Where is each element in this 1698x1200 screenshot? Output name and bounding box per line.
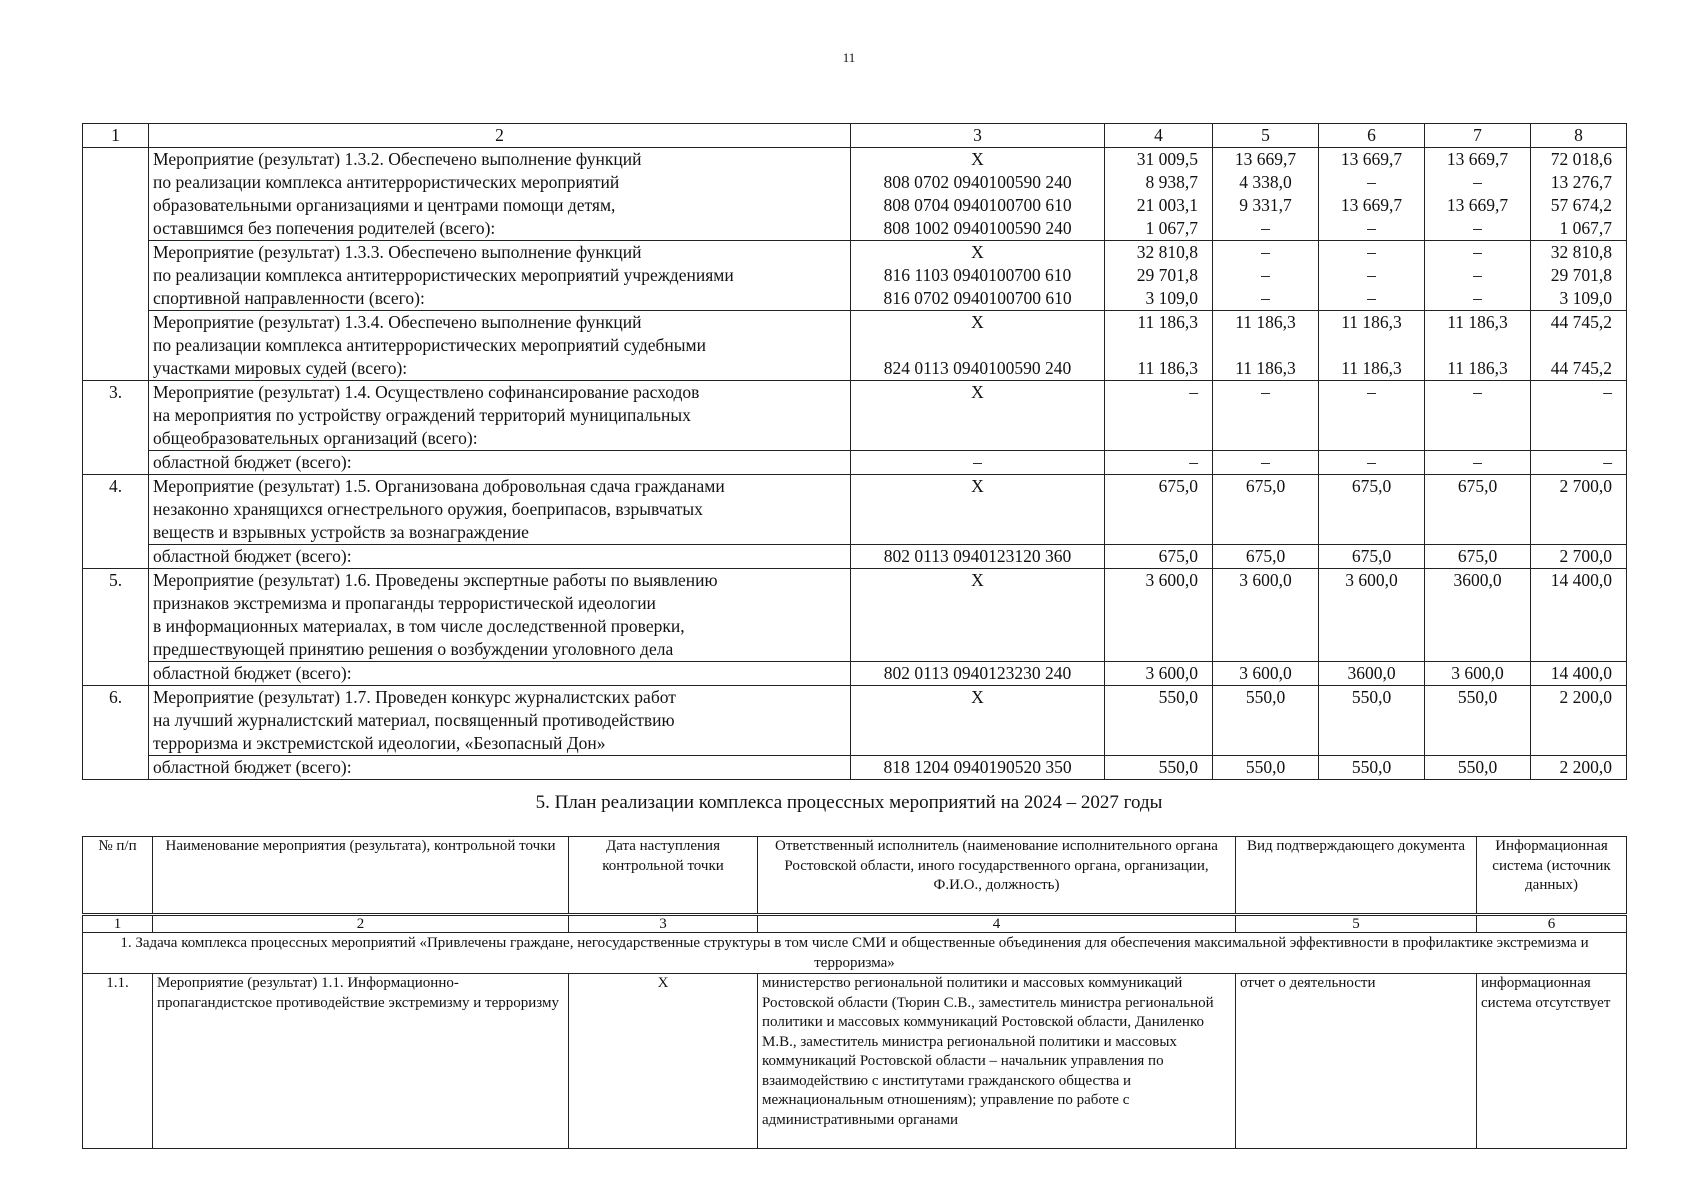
- budget-cell-description: Мероприятие (результат) 1.3.3. Обеспечено выполнение функций: [149, 241, 851, 265]
- budget-cell-y2026: –: [1319, 217, 1425, 241]
- budget-header-cell: 4: [1105, 124, 1213, 148]
- budget-cell-code: 824 0113 0940100590 240: [851, 357, 1105, 381]
- plan-row-date: Х: [569, 974, 758, 1149]
- budget-cell-total: 3 109,0: [1531, 287, 1627, 311]
- budget-cell-code: Х: [851, 475, 1105, 499]
- budget-cell-description: областной бюджет (всего):: [149, 662, 851, 686]
- budget-cell-description: признаков экстремизма и пропаганды террористической идеологии: [149, 592, 851, 615]
- budget-cell-total: 44 745,2: [1531, 311, 1627, 335]
- budget-row: [83, 171, 1627, 194]
- budget-cell-y2025: [1213, 404, 1319, 427]
- plan-row-number: 1.1.: [83, 974, 153, 1149]
- budget-cell-code: Х: [851, 381, 1105, 405]
- budget-cell-y2026: –: [1319, 171, 1425, 194]
- budget-cell-code: Х: [851, 148, 1105, 172]
- plan-number-cell: 1: [83, 915, 153, 933]
- budget-cell-description: предшествующей принятию решения о возбуждении уголовного дела: [149, 638, 851, 662]
- budget-cell-description: Мероприятие (результат) 1.5. Организована добровольная сдача гражданами: [149, 475, 851, 499]
- budget-cell-y2024: 3 600,0: [1105, 569, 1213, 593]
- plan-number-cell: 3: [569, 915, 758, 933]
- budget-cell-y2024: [1105, 732, 1213, 756]
- budget-cell-description: областной бюджет (всего):: [149, 756, 851, 780]
- budget-cell-y2024: [1105, 521, 1213, 545]
- budget-cell-description: незаконно хранящихся огнестрельного оружия, боеприпасов, взрывчатых: [149, 498, 851, 521]
- budget-cell-total: 57 674,2: [1531, 194, 1627, 217]
- budget-cell-num: 3.: [83, 381, 149, 475]
- budget-cell-y2027: –: [1425, 287, 1531, 311]
- budget-cell-y2025: [1213, 638, 1319, 662]
- budget-cell-y2024: 550,0: [1105, 756, 1213, 780]
- budget-row: [83, 311, 1627, 335]
- budget-cell-description: на лучший журналистский материал, посвященный противодействию: [149, 709, 851, 732]
- budget-header-cell: 1: [83, 124, 149, 148]
- budget-row: [83, 615, 1627, 638]
- budget-cell-code: 818 1204 0940190520 350: [851, 756, 1105, 780]
- budget-cell-total: [1531, 592, 1627, 615]
- budget-cell-y2027: [1425, 638, 1531, 662]
- budget-cell-y2026: –: [1319, 241, 1425, 265]
- budget-row: [83, 569, 1627, 593]
- budget-cell-y2027: –: [1425, 217, 1531, 241]
- budget-cell-description: в информационных материалах, в том числе доследственной проверки,: [149, 615, 851, 638]
- budget-cell-total: 14 400,0: [1531, 569, 1627, 593]
- budget-cell-code: [851, 521, 1105, 545]
- budget-cell-total: 14 400,0: [1531, 662, 1627, 686]
- plan-task-cell: 1. Задача комплекса процессных мероприятий «Привлечены граждане, негосударственные структуры в том числе СМИ и общественные объединения для обеспечения максимальной эффективности в профилактике экстремизма и терроризма»: [83, 933, 1627, 974]
- budget-row: [83, 427, 1627, 451]
- budget-cell-description: областной бюджет (всего):: [149, 451, 851, 475]
- budget-cell-y2024: [1105, 592, 1213, 615]
- budget-cell-y2026: 675,0: [1319, 475, 1425, 499]
- budget-cell-total: 72 018,6: [1531, 148, 1627, 172]
- plan-row-system: информационная система отсутствует: [1477, 974, 1627, 1149]
- budget-cell-total: [1531, 732, 1627, 756]
- budget-cell-y2024: [1105, 709, 1213, 732]
- budget-cell-code: [851, 427, 1105, 451]
- budget-cell-y2026: 3 600,0: [1319, 569, 1425, 593]
- budget-header-cell: 2: [149, 124, 851, 148]
- budget-row: [83, 404, 1627, 427]
- budget-cell-y2026: [1319, 638, 1425, 662]
- budget-cell-y2026: [1319, 334, 1425, 357]
- plan-header-cell: Наименование мероприятия (результата), контрольной точки: [153, 837, 569, 915]
- budget-cell-y2026: 3600,0: [1319, 662, 1425, 686]
- budget-cell-y2024: 21 003,1: [1105, 194, 1213, 217]
- budget-cell-y2027: –: [1425, 451, 1531, 475]
- budget-header-cell: 7: [1425, 124, 1531, 148]
- plan-header-cell: № п/п: [83, 837, 153, 915]
- budget-cell-description: оставшимся без попечения родителей (всего):: [149, 217, 851, 241]
- budget-cell-code: [851, 732, 1105, 756]
- budget-cell-y2025: 550,0: [1213, 686, 1319, 710]
- budget-row: [83, 498, 1627, 521]
- budget-cell-y2027: [1425, 615, 1531, 638]
- budget-cell-y2025: –: [1213, 287, 1319, 311]
- budget-cell-y2026: 675,0: [1319, 545, 1425, 569]
- plan-header-cell: Дата наступления контрольной точки: [569, 837, 758, 915]
- budget-row: [83, 334, 1627, 357]
- budget-cell-total: 2 200,0: [1531, 686, 1627, 710]
- plan-data-row: [83, 974, 1627, 1149]
- budget-cell-y2024: 675,0: [1105, 545, 1213, 569]
- budget-row: [83, 451, 1627, 475]
- budget-cell-description: участками мировых судей (всего):: [149, 357, 851, 381]
- budget-cell-total: 2 200,0: [1531, 756, 1627, 780]
- budget-cell-y2025: 13 669,7: [1213, 148, 1319, 172]
- budget-cell-y2027: 11 186,3: [1425, 311, 1531, 335]
- budget-cell-description: веществ и взрывных устройств за вознаграждение: [149, 521, 851, 545]
- budget-cell-code: [851, 592, 1105, 615]
- budget-cell-total: 13 276,7: [1531, 171, 1627, 194]
- budget-cell-y2024: [1105, 498, 1213, 521]
- budget-cell-y2026: [1319, 427, 1425, 451]
- budget-row: [83, 287, 1627, 311]
- plan-number-row: [83, 915, 1627, 933]
- budget-cell-y2025: 11 186,3: [1213, 311, 1319, 335]
- budget-cell-description: образовательными организациями и центрами помощи детям,: [149, 194, 851, 217]
- budget-header-row: [83, 124, 1627, 148]
- budget-cell-code: [851, 404, 1105, 427]
- budget-cell-y2027: [1425, 521, 1531, 545]
- budget-cell-description: на мероприятия по устройству ограждений территорий муниципальных: [149, 404, 851, 427]
- budget-cell-y2024: 550,0: [1105, 686, 1213, 710]
- budget-cell-y2024: 8 938,7: [1105, 171, 1213, 194]
- budget-cell-y2027: [1425, 732, 1531, 756]
- budget-cell-y2025: 3 600,0: [1213, 569, 1319, 593]
- budget-cell-total: 2 700,0: [1531, 545, 1627, 569]
- budget-cell-description: Мероприятие (результат) 1.3.2. Обеспечено выполнение функций: [149, 148, 851, 172]
- plan-number-cell: 5: [1236, 915, 1477, 933]
- budget-cell-y2025: 11 186,3: [1213, 357, 1319, 381]
- budget-cell-y2024: –: [1105, 451, 1213, 475]
- budget-cell-y2024: 675,0: [1105, 475, 1213, 499]
- budget-cell-y2024: [1105, 427, 1213, 451]
- budget-cell-y2027: 13 669,7: [1425, 148, 1531, 172]
- budget-cell-y2026: [1319, 709, 1425, 732]
- budget-cell-y2026: –: [1319, 264, 1425, 287]
- budget-cell-y2026: [1319, 592, 1425, 615]
- budget-row: [83, 264, 1627, 287]
- budget-cell-description: Мероприятие (результат) 1.6. Проведены экспертные работы по выявлению: [149, 569, 851, 593]
- budget-cell-description: по реализации комплекса антитеррористических мероприятий судебными: [149, 334, 851, 357]
- budget-cell-y2027: [1425, 404, 1531, 427]
- budget-cell-y2027: [1425, 334, 1531, 357]
- budget-cell-y2025: [1213, 334, 1319, 357]
- budget-cell-num: 4.: [83, 475, 149, 569]
- budget-cell-y2025: –: [1213, 381, 1319, 405]
- budget-cell-y2025: –: [1213, 451, 1319, 475]
- budget-row: [83, 592, 1627, 615]
- plan-header-cell: Вид подтверждающего документа: [1236, 837, 1477, 915]
- budget-cell-y2025: 3 600,0: [1213, 662, 1319, 686]
- budget-cell-y2027: [1425, 709, 1531, 732]
- budget-row: [83, 357, 1627, 381]
- budget-cell-code: –: [851, 451, 1105, 475]
- plan-header-cell: Информационная система (источник данных): [1477, 837, 1627, 915]
- budget-cell-total: [1531, 427, 1627, 451]
- budget-cell-y2027: [1425, 498, 1531, 521]
- budget-cell-total: 2 700,0: [1531, 475, 1627, 499]
- budget-cell-code: [851, 709, 1105, 732]
- budget-cell-description: по реализации комплекса антитеррористических мероприятий учреждениями: [149, 264, 851, 287]
- budget-cell-y2026: 13 669,7: [1319, 148, 1425, 172]
- budget-cell-y2027: 3 600,0: [1425, 662, 1531, 686]
- budget-cell-total: –: [1531, 451, 1627, 475]
- budget-cell-y2026: –: [1319, 287, 1425, 311]
- budget-cell-code: [851, 334, 1105, 357]
- budget-row: [83, 475, 1627, 499]
- plan-number-cell: 6: [1477, 915, 1627, 933]
- budget-cell-y2027: 550,0: [1425, 686, 1531, 710]
- plan-row-name: Мероприятие (результат) 1.1. Информационно-пропагандистское противодействие экстремизму и терроризму: [153, 974, 569, 1149]
- budget-row: [83, 732, 1627, 756]
- budget-cell-y2024: 11 186,3: [1105, 311, 1213, 335]
- plan-number-cell: 2: [153, 915, 569, 933]
- budget-row: [83, 709, 1627, 732]
- budget-cell-code: [851, 638, 1105, 662]
- budget-cell-total: 44 745,2: [1531, 357, 1627, 381]
- budget-cell-y2026: [1319, 521, 1425, 545]
- budget-row: [83, 148, 1627, 172]
- plan-row-executor: министерство региональной политики и массовых коммуникаций Ростовской области (Тюрин С.В., заместитель министра региональной политики и массовых коммуникаций Ростовской области, Даниленко М.В., заместитель министра региональной политики и массовых коммуникаций Ростовской области – начальник управления по взаимодействию с институтами гражданского общества и межнациональным отношениям); управление по работе с административными органами: [758, 974, 1236, 1149]
- budget-cell-num: 5.: [83, 569, 149, 686]
- budget-cell-y2026: 550,0: [1319, 686, 1425, 710]
- budget-cell-code: Х: [851, 686, 1105, 710]
- budget-cell-y2027: 550,0: [1425, 756, 1531, 780]
- budget-cell-total: [1531, 615, 1627, 638]
- budget-cell-description: Мероприятие (результат) 1.3.4. Обеспечено выполнение функций: [149, 311, 851, 335]
- budget-cell-y2026: –: [1319, 451, 1425, 475]
- budget-cell-y2026: [1319, 732, 1425, 756]
- budget-cell-description: общеобразовательных организаций (всего):: [149, 427, 851, 451]
- budget-row: [83, 662, 1627, 686]
- budget-cell-total: –: [1531, 381, 1627, 405]
- budget-cell-total: [1531, 404, 1627, 427]
- budget-cell-y2025: 9 331,7: [1213, 194, 1319, 217]
- budget-cell-y2027: 675,0: [1425, 545, 1531, 569]
- budget-cell-y2024: –: [1105, 381, 1213, 405]
- budget-cell-y2024: 11 186,3: [1105, 357, 1213, 381]
- budget-cell-description: Мероприятие (результат) 1.4. Осуществлено софинансирование расходов: [149, 381, 851, 405]
- budget-cell-y2027: 13 669,7: [1425, 194, 1531, 217]
- budget-cell-y2025: –: [1213, 241, 1319, 265]
- budget-cell-num: [83, 148, 149, 381]
- budget-cell-y2026: 550,0: [1319, 756, 1425, 780]
- budget-row: [83, 545, 1627, 569]
- budget-row: [83, 638, 1627, 662]
- page-number: 11: [842, 50, 856, 65]
- budget-cell-y2024: 3 109,0: [1105, 287, 1213, 311]
- budget-cell-description: по реализации комплекса антитеррористических мероприятий: [149, 171, 851, 194]
- budget-cell-code: 816 1103 0940100700 610: [851, 264, 1105, 287]
- plan-table: [82, 836, 1627, 1149]
- budget-cell-y2025: –: [1213, 264, 1319, 287]
- budget-cell-y2026: –: [1319, 381, 1425, 405]
- budget-cell-y2025: [1213, 709, 1319, 732]
- plan-task-row: [83, 933, 1627, 974]
- budget-cell-total: 1 067,7: [1531, 217, 1627, 241]
- budget-cell-y2027: [1425, 592, 1531, 615]
- budget-cell-y2025: –: [1213, 217, 1319, 241]
- budget-cell-y2025: [1213, 615, 1319, 638]
- budget-cell-y2027: 11 186,3: [1425, 357, 1531, 381]
- budget-cell-y2027: 675,0: [1425, 475, 1531, 499]
- budget-cell-y2024: [1105, 615, 1213, 638]
- budget-cell-code: 802 0113 0940123230 240: [851, 662, 1105, 686]
- budget-cell-y2027: –: [1425, 264, 1531, 287]
- budget-header-cell: 5: [1213, 124, 1319, 148]
- budget-row: [83, 241, 1627, 265]
- budget-cell-y2024: 1 067,7: [1105, 217, 1213, 241]
- budget-cell-y2026: [1319, 615, 1425, 638]
- budget-row: [83, 756, 1627, 780]
- budget-cell-total: 32 810,8: [1531, 241, 1627, 265]
- budget-cell-code: 808 1002 0940100590 240: [851, 217, 1105, 241]
- budget-cell-y2024: [1105, 404, 1213, 427]
- budget-cell-y2024: 29 701,8: [1105, 264, 1213, 287]
- budget-cell-total: [1531, 334, 1627, 357]
- budget-cell-y2024: [1105, 638, 1213, 662]
- budget-cell-code: 808 0704 0940100700 610: [851, 194, 1105, 217]
- budget-cell-y2025: [1213, 732, 1319, 756]
- plan-header-row: [83, 837, 1627, 915]
- budget-cell-y2026: 13 669,7: [1319, 194, 1425, 217]
- budget-cell-description: областной бюджет (всего):: [149, 545, 851, 569]
- budget-cell-y2026: 11 186,3: [1319, 357, 1425, 381]
- budget-cell-total: 29 701,8: [1531, 264, 1627, 287]
- budget-cell-code: [851, 498, 1105, 521]
- budget-cell-y2025: 675,0: [1213, 475, 1319, 499]
- plan-row-document: отчет о деятельности: [1236, 974, 1477, 1149]
- budget-header-cell: 8: [1531, 124, 1627, 148]
- budget-cell-y2027: –: [1425, 171, 1531, 194]
- budget-cell-y2024: 31 009,5: [1105, 148, 1213, 172]
- budget-cell-y2025: [1213, 592, 1319, 615]
- budget-cell-y2027: –: [1425, 381, 1531, 405]
- budget-cell-y2025: [1213, 427, 1319, 451]
- budget-cell-code: [851, 615, 1105, 638]
- budget-cell-code: 816 0702 0940100700 610: [851, 287, 1105, 311]
- budget-row: [83, 686, 1627, 710]
- budget-row: [83, 381, 1627, 405]
- budget-cell-description: Мероприятие (результат) 1.7. Проведен конкурс журналистских работ: [149, 686, 851, 710]
- budget-cell-y2025: 4 338,0: [1213, 171, 1319, 194]
- budget-row: [83, 521, 1627, 545]
- budget-table: [82, 123, 1627, 780]
- budget-cell-y2027: –: [1425, 241, 1531, 265]
- budget-cell-y2025: 675,0: [1213, 545, 1319, 569]
- budget-cell-num: 6.: [83, 686, 149, 780]
- budget-cell-total: [1531, 638, 1627, 662]
- budget-cell-code: 802 0113 0940123120 360: [851, 545, 1105, 569]
- budget-row: [83, 217, 1627, 241]
- budget-cell-code: Х: [851, 569, 1105, 593]
- budget-cell-y2027: 3600,0: [1425, 569, 1531, 593]
- budget-cell-description: терроризма и экстремистской идеологии, «Безопасный Дон»: [149, 732, 851, 756]
- plan-header-cell: Ответственный исполнитель (наименование исполнительного органа Ростовской области, иного государственного органа, организации, Ф.И.О., должность): [758, 837, 1236, 915]
- budget-cell-y2027: [1425, 427, 1531, 451]
- budget-cell-total: [1531, 709, 1627, 732]
- budget-cell-y2024: 32 810,8: [1105, 241, 1213, 265]
- section-title: 5. План реализации комплекса процессных мероприятий на 2024 – 2027 годы: [535, 792, 1163, 813]
- budget-cell-y2024: 3 600,0: [1105, 662, 1213, 686]
- plan-number-cell: 4: [758, 915, 1236, 933]
- budget-cell-y2025: [1213, 498, 1319, 521]
- budget-cell-total: [1531, 521, 1627, 545]
- budget-cell-y2025: [1213, 521, 1319, 545]
- budget-cell-code: Х: [851, 311, 1105, 335]
- budget-cell-y2026: [1319, 404, 1425, 427]
- budget-header-cell: 3: [851, 124, 1105, 148]
- budget-cell-y2024: [1105, 334, 1213, 357]
- budget-header-cell: 6: [1319, 124, 1425, 148]
- budget-cell-description: спортивной направленности (всего):: [149, 287, 851, 311]
- budget-cell-y2026: [1319, 498, 1425, 521]
- budget-cell-y2025: 550,0: [1213, 756, 1319, 780]
- budget-row: [83, 194, 1627, 217]
- budget-cell-total: [1531, 498, 1627, 521]
- budget-cell-code: 808 0702 0940100590 240: [851, 171, 1105, 194]
- budget-cell-y2026: 11 186,3: [1319, 311, 1425, 335]
- budget-cell-code: Х: [851, 241, 1105, 265]
